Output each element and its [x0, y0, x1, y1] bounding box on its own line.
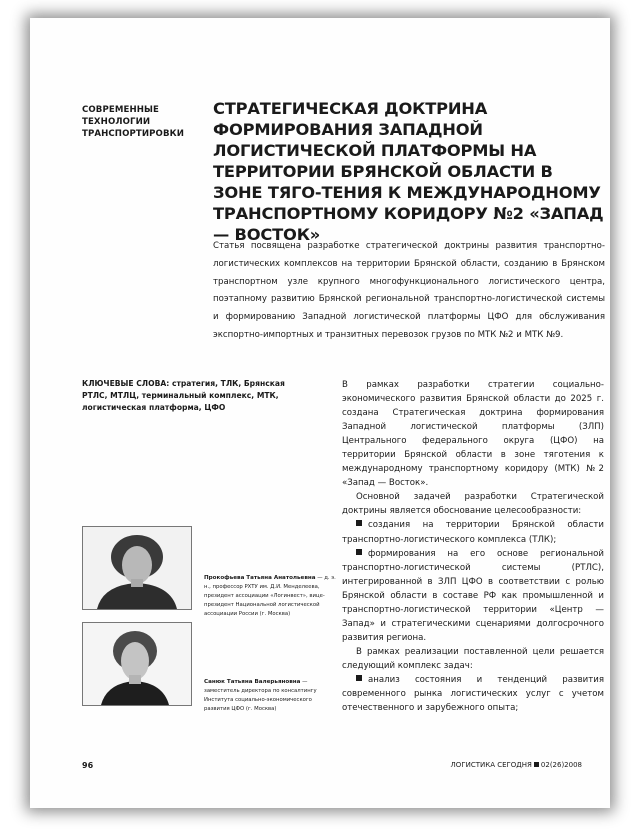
bullet-icon — [356, 549, 362, 555]
article-abstract: Статья посвящена разработке стратегической доктрины развития транспортно-логистических комплексов на территории Брянской области, созданию в Брянском транспортном узле крупного многофункционального логистического центра, поэтапному развитию Брянской региональной транспортно-логистической системы и формированию Западной логистической платформы ЦФО для обслуживания экспортно-импортных и транзитных перевозок грузов по МТК №2 и МТК №9. — [213, 241, 605, 340]
rubric-line: СОВРЕМЕННЫЕ — [82, 105, 160, 115]
keywords-text: стратегия, ТЛК, Брянская РТЛС, МТЛЦ, терминальный комплекс, МТК, логистическая платформа, ЦФО — [82, 379, 285, 412]
article-title: СТРАТЕГИЧЕСКАЯ ДОКТРИНА ФОРМИРОВАНИЯ ЗАПАДНОЙ ЛОГИСТИЧЕСКОЙ ПЛАТФОРМЫ НА ТЕРРИТОРИИ БРЯНСКОЙ ОБЛАСТИ В ЗОНЕ ТЯГО-ТЕНИЯ К МЕЖДУНАРОДНОМУ ТРАНСПОРТНОМУ КОРИДОРУ №2 «ЗАПАД — ВОСТОК» — [213, 99, 604, 244]
journal-footer — [451, 761, 582, 769]
journal-name: ЛОГИСТИКА СЕГОДНЯ — [450, 761, 532, 769]
body-paragraph: В рамках реализации поставленной цели решается следующий комплекс задач: — [342, 646, 604, 671]
rubric-line: ТЕХНОЛОГИИ — [82, 117, 151, 127]
body-paragraph: В рамках разработки стратегии социально-экономического развития Брянской области до 2025 г. создана Стратегическая доктрина формирования Западной логистической платформы (ЗЛП) Центрального федерального округа (ЦФО) на территории Брянской области в зоне тяготения к международному транспортному коридору (МТК) №2 «Запад — Восток». — [342, 380, 604, 489]
article-body — [342, 378, 604, 715]
portrait-icon — [83, 623, 191, 705]
bullet-icon — [356, 520, 362, 526]
keywords-label: КЛЮЧЕВЫЕ СЛОВА: — [82, 379, 170, 388]
rubric-line: ТРАНСПОРТИРОВКИ — [82, 129, 185, 139]
bullet-icon — [356, 675, 362, 681]
author-name: Прокофьева Татьяна Анатольевна — [204, 575, 316, 581]
bullet-item — [342, 673, 604, 715]
bullet-item — [342, 518, 604, 546]
bullet-text: анализ состояния и тенденций развития современного рынка логистических услуг с учетом отечественного и зарубежного опыта; — [342, 674, 604, 714]
journal-page — [30, 18, 610, 808]
page-number: 96 — [82, 761, 94, 770]
author-bio — [204, 574, 339, 619]
keywords — [82, 378, 312, 414]
author-photo — [82, 526, 192, 610]
author-bio — [204, 678, 339, 714]
bullet-text: формирования на его основе региональной транспортно-логистической системы (РТЛС), интегрированной в ЗЛП ЦФО в соответствии с ролью Брянской области в составе РФ как промышленной и транспортно-логистической территории «Центр — Запад» и стратегическими сценариями долгосрочного развития региона. — [342, 548, 604, 643]
journal-issue: 02(26)2008 — [540, 761, 582, 769]
portrait-icon — [83, 527, 191, 609]
section-rubric — [82, 104, 202, 140]
author-name: Санюк Татьяна Валерьяновна — [204, 679, 301, 685]
square-separator-icon — [534, 762, 539, 767]
author-photo — [82, 622, 192, 706]
author-desc: — заместитель директора по консалтингу Института социально-экономического развития ЦФО (г. Москва) — [204, 679, 317, 712]
bullet-text: создания на территории Брянской области транспортно-логистического комплекса (ТЛК); — [342, 520, 604, 545]
body-paragraph: Основной задачей разработки Стратегической доктрины является обоснование целесообразности: — [342, 492, 604, 517]
bullet-item — [342, 547, 604, 645]
author-desc: — д. э. н., профессор РХТУ им. Д.И. Менделеева, президент ассоциации «Логинвест», вице-президент Национальной логистической ассоциации России (г. Москва) — [204, 575, 336, 617]
